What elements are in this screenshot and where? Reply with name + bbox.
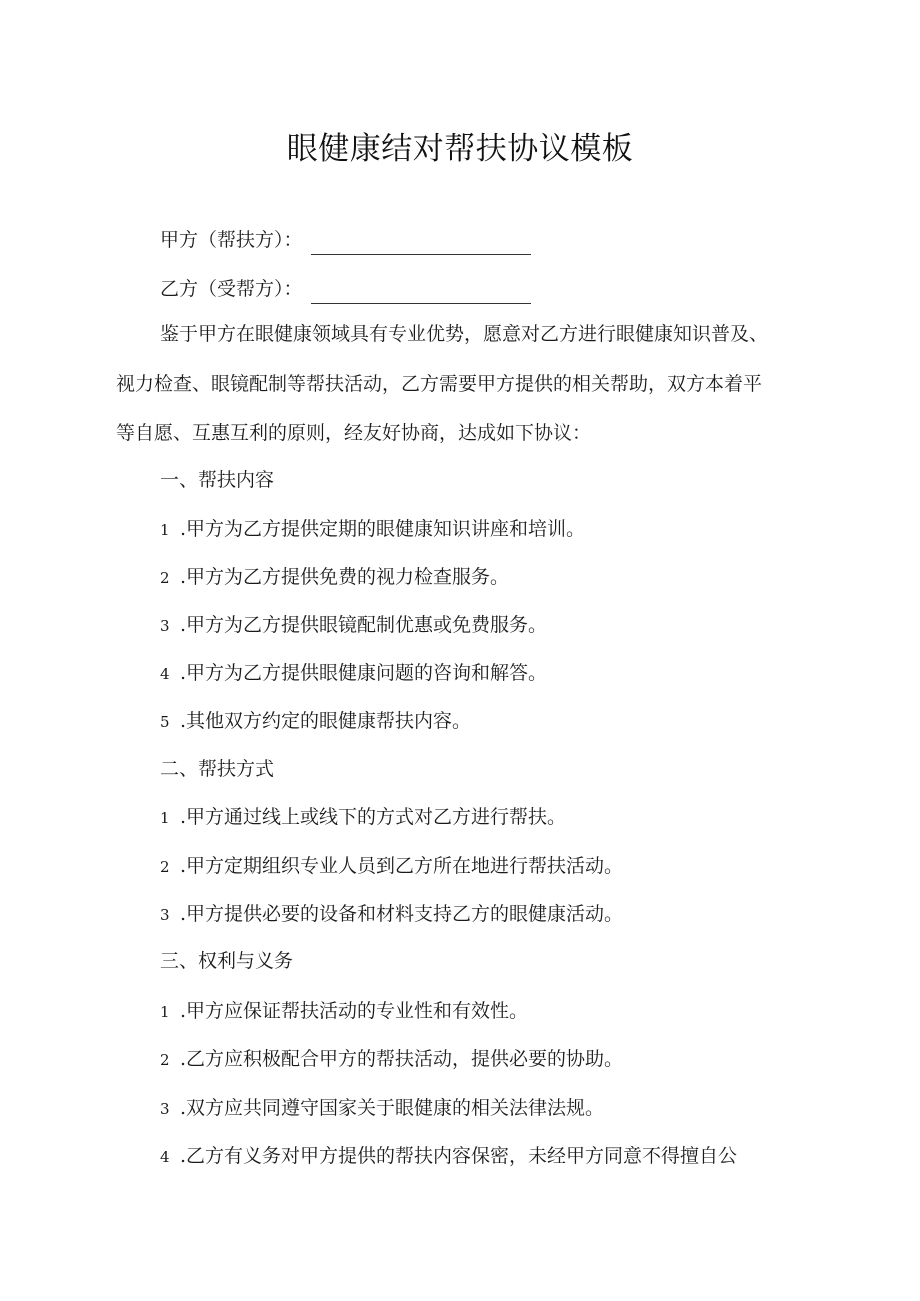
list-item [160, 658, 547, 689]
item-text: .甲方为乙方提供免费的视力检查服务。 [180, 566, 510, 588]
party-b-label: 乙方（受帮方）： [160, 278, 303, 300]
item-text: .甲方应保证帮扶活动的专业性和有效性。 [180, 1000, 529, 1022]
list-item [160, 1044, 623, 1075]
item-number: 1 [160, 1003, 170, 1021]
item-text: .双方应共同遵守国家关于眼健康的相关法律法规。 [180, 1097, 605, 1119]
list-item [160, 610, 547, 641]
item-number: 3 [160, 1100, 170, 1118]
item-text: .其他双方约定的眼健康帮扶内容。 [180, 710, 472, 732]
party-a-blank[interactable] [311, 232, 531, 255]
item-number: 4 [160, 1148, 170, 1166]
section-heading: 三、权利与义务 [160, 950, 294, 972]
list-item [160, 802, 566, 833]
item-number: 1 [160, 521, 170, 539]
party-b-line [160, 274, 531, 304]
item-number: 1 [160, 809, 170, 827]
item-number: 2 [160, 569, 170, 587]
list-item [160, 1141, 737, 1172]
item-number: 4 [160, 665, 170, 683]
list-item [160, 706, 471, 737]
list-item [160, 899, 623, 930]
list-item [160, 1093, 604, 1124]
item-number: 3 [160, 617, 170, 635]
item-text: .甲方为乙方提供定期的眼健康知识讲座和培训。 [180, 518, 586, 540]
document-title: 眼健康结对帮扶协议模板 [286, 131, 634, 167]
item-text: .甲方为乙方提供眼镜配制优惠或免费服务。 [180, 614, 548, 636]
list-item [160, 996, 528, 1027]
party-b-blank[interactable] [311, 281, 531, 304]
item-text: .乙方应积极配合甲方的帮扶活动，提供必要的协助。 [180, 1048, 624, 1070]
item-text: .甲方定期组织专业人员到乙方所在地进行帮扶活动。 [180, 855, 624, 877]
item-text: .甲方通过线上或线下的方式对乙方进行帮扶。 [180, 806, 567, 828]
party-a-label: 甲方（帮扶方）： [160, 229, 303, 251]
list-item [160, 562, 509, 593]
section-heading: 二、帮扶方式 [160, 758, 275, 780]
item-text: .乙方有义务对甲方提供的帮扶内容保密，未经甲方同意不得擅自公 [180, 1145, 738, 1167]
preamble-line: 鉴于甲方在眼健康领域具有专业优势，愿意对乙方进行眼健康知识普及、 [160, 323, 769, 345]
item-number: 2 [160, 858, 170, 876]
preamble-line: 等自愿、互惠互利的原则，经友好协商，达成如下协议： [116, 422, 592, 444]
party-a-line [160, 225, 531, 255]
preamble-line: 视力检查、眼镜配制等帮扶活动，乙方需要甲方提供的相关帮助，双方本着平 [116, 373, 763, 395]
item-number: 2 [160, 1051, 170, 1069]
list-item [160, 851, 623, 882]
list-item [160, 514, 585, 545]
item-text: .甲方为乙方提供眼健康问题的咨询和解答。 [180, 662, 548, 684]
item-number: 5 [160, 713, 170, 731]
item-number: 3 [160, 906, 170, 924]
item-text: .甲方提供必要的设备和材料支持乙方的眼健康活动。 [180, 903, 624, 925]
section-heading: 一、帮扶内容 [160, 469, 275, 491]
